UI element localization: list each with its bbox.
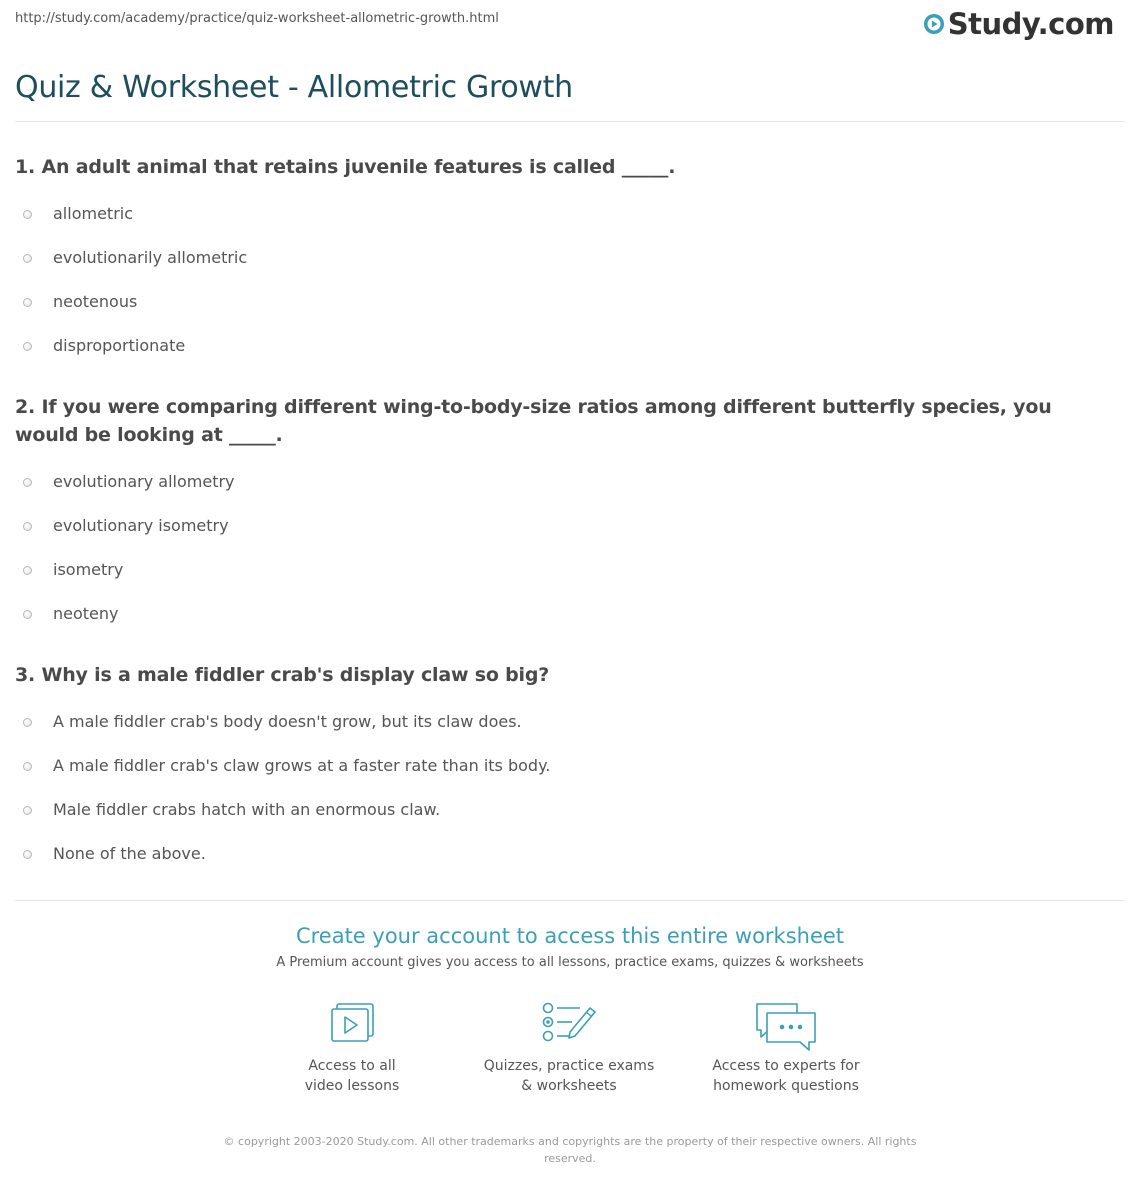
- answer-option[interactable]: [15, 507, 1110, 551]
- radio-button[interactable]: [23, 478, 32, 487]
- answer-option[interactable]: [15, 791, 1110, 835]
- cta-divider: [15, 900, 1125, 901]
- answer-label: isometry: [53, 559, 124, 579]
- answer-option[interactable]: [15, 703, 1110, 747]
- answer-option[interactable]: [15, 747, 1110, 791]
- feature-experts: [686, 1000, 886, 1096]
- answer-option[interactable]: [15, 595, 1110, 639]
- radio-button[interactable]: [23, 762, 32, 771]
- video-lessons-icon: [326, 1000, 378, 1046]
- answer-options: [15, 463, 1110, 639]
- feature-label-line: Access to experts for: [712, 1058, 860, 1074]
- answer-option[interactable]: [15, 463, 1110, 507]
- question-text: 3. Why is a male fiddler crab's display claw so big?: [15, 664, 550, 686]
- answer-option[interactable]: [15, 239, 1110, 283]
- feature-label-line: Quizzes, practice exams: [483, 1058, 655, 1074]
- answer-label: Male fiddler crabs hatch with an enormous claw.: [53, 799, 441, 819]
- question-text: 1. An adult animal that retains juvenile features is called _____.: [15, 156, 676, 178]
- answer-label: A male fiddler crab's claw grows at a faster rate than its body.: [53, 755, 551, 775]
- radio-button[interactable]: [23, 718, 32, 727]
- feature-label-line: homework questions: [713, 1078, 859, 1094]
- answer-option[interactable]: [15, 327, 1110, 371]
- radio-button[interactable]: [23, 254, 32, 263]
- quiz-checklist-icon: [540, 1000, 598, 1046]
- answer-label: neotenous: [53, 291, 138, 311]
- answer-option[interactable]: [15, 835, 1110, 879]
- answer-label: evolutionary allometry: [53, 471, 235, 491]
- signup-cta: [0, 924, 1140, 970]
- answer-option[interactable]: [15, 195, 1110, 239]
- feature-quizzes: [469, 1000, 669, 1096]
- feature-label: [686, 1056, 886, 1096]
- feature-label-line: Access to all: [308, 1058, 396, 1074]
- expert-chat-icon: [753, 1000, 819, 1052]
- feature-video-lessons: [252, 1000, 452, 1096]
- answer-options: [15, 195, 1110, 371]
- cta-title-link[interactable]: Create your account to access this entire worksheet: [295, 924, 845, 948]
- page-title: Quiz & Worksheet - Allometric Growth: [15, 70, 573, 105]
- answer-label: evolutionarily allometric: [53, 247, 248, 267]
- answer-label: allometric: [53, 203, 134, 223]
- radio-button[interactable]: [23, 342, 32, 351]
- radio-button[interactable]: [23, 210, 32, 219]
- radio-button[interactable]: [23, 850, 32, 859]
- cta-subtitle: A Premium account gives you access to all lessons, practice exams, quizzes & worksheets: [276, 955, 864, 970]
- answer-label: disproportionate: [53, 335, 186, 355]
- page-url: http://study.com/academy/practice/quiz-worksheet-allometric-growth.html: [15, 11, 499, 26]
- feature-label-line: & worksheets: [521, 1078, 617, 1094]
- answer-option[interactable]: [15, 551, 1110, 595]
- title-divider: [15, 121, 1125, 122]
- radio-button[interactable]: [23, 806, 32, 815]
- radio-button[interactable]: [23, 566, 32, 575]
- copyright-footer: © copyright 2003-2020 Study.com. All other trademarks and copyrights are the property of their respective owners. All rights reserved.: [223, 1135, 917, 1165]
- feature-label: [469, 1056, 669, 1096]
- answer-label: None of the above.: [53, 843, 206, 863]
- question-2: [15, 393, 1110, 639]
- play-logo-icon: [923, 13, 945, 35]
- study-logo[interactable]: [923, 6, 1114, 42]
- feature-list: [0, 1000, 1140, 1110]
- answer-label: A male fiddler crab's body doesn't grow, but its claw does.: [53, 711, 522, 731]
- radio-button[interactable]: [23, 610, 32, 619]
- question-3: [15, 661, 1110, 879]
- feature-label-line: video lessons: [304, 1078, 400, 1094]
- feature-label: [252, 1056, 452, 1096]
- radio-button[interactable]: [23, 522, 32, 531]
- answer-options: [15, 703, 1110, 879]
- answer-option[interactable]: [15, 283, 1110, 327]
- radio-button[interactable]: [23, 298, 32, 307]
- answer-label: evolutionary isometry: [53, 515, 229, 535]
- question-1: [15, 153, 1110, 371]
- question-text: 2. If you were comparing different wing-to-body-size ratios among different butterfly species, you would be looking at _____.: [15, 396, 1052, 446]
- logo-text: Study.com: [947, 7, 1114, 41]
- answer-label: neoteny: [53, 603, 119, 623]
